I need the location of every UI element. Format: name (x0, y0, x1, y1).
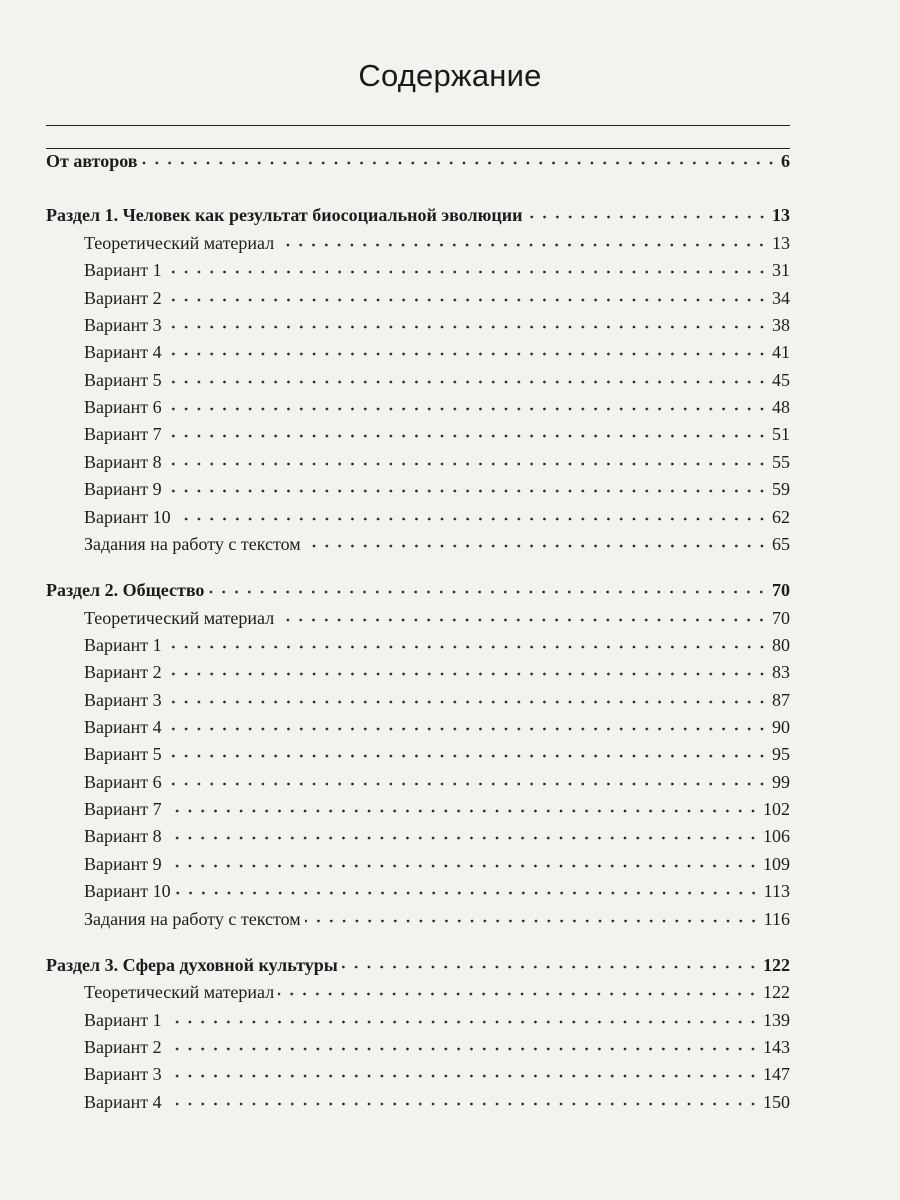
entry-page-number: 51 (772, 424, 790, 444)
entry-page-number: 122 (763, 955, 790, 975)
entry-title: Вариант 3 (84, 1064, 162, 1084)
dot-leader (166, 376, 768, 388)
dot-leader (166, 348, 768, 360)
entry-page-number: 55 (772, 452, 790, 472)
entry-page-number: 70 (772, 608, 790, 628)
entry-title: Вариант 10 (84, 507, 171, 527)
entry-page-number: 13 (772, 233, 790, 253)
entry-page-number: 38 (772, 315, 790, 335)
entry-page-number: 45 (772, 370, 790, 390)
dot-leader (142, 157, 777, 169)
top-divider (46, 125, 790, 126)
dot-leader (166, 1070, 759, 1082)
entry-page-number: 59 (772, 479, 790, 499)
toc-entry (46, 476, 790, 504)
entry-title: Вариант 1 (84, 1010, 162, 1030)
entry-page-number: 106 (763, 826, 790, 846)
dot-leader (166, 750, 768, 762)
entry-title: Раздел 2. Общество (46, 580, 205, 600)
entry-title: Вариант 6 (84, 397, 162, 417)
entry-page-number: 116 (763, 909, 790, 929)
entry-title: Вариант 8 (84, 826, 162, 846)
entry-title: Вариант 7 (84, 424, 162, 444)
entry-page-number: 147 (763, 1064, 790, 1084)
dot-leader (166, 668, 768, 680)
dot-leader (166, 321, 768, 333)
toc-entry (46, 285, 790, 313)
toc-entry (46, 1061, 790, 1089)
entry-page-number: 95 (772, 744, 790, 764)
entry-page-number: 109 (763, 854, 790, 874)
toc-entry (46, 312, 790, 340)
toc-entry (46, 367, 790, 395)
toc-entry (46, 906, 790, 934)
entry-title: Вариант 1 (84, 635, 162, 655)
dot-leader (166, 458, 768, 470)
dot-leader (166, 641, 768, 653)
dot-leader (166, 696, 768, 708)
toc-entry (46, 714, 790, 742)
toc-entry (46, 394, 790, 422)
entry-page-number: 87 (772, 690, 790, 710)
dot-leader (166, 778, 768, 790)
dot-leader (278, 988, 759, 1000)
dot-leader (208, 586, 768, 598)
entry-page-number: 113 (763, 881, 790, 901)
entry-page-number: 83 (772, 662, 790, 682)
toc-entry (46, 878, 790, 906)
entry-title: Раздел 3. Сфера духовной культуры (46, 955, 338, 975)
entry-page-number: 62 (772, 507, 790, 527)
toc-section-entry (46, 577, 790, 605)
entry-title: Вариант 8 (84, 452, 162, 472)
toc-section-entry (46, 202, 790, 230)
entry-page-number: 150 (763, 1092, 790, 1112)
entry-page-number: 48 (772, 397, 790, 417)
page-title: Содержание (358, 58, 542, 93)
entry-page-number: 99 (772, 772, 790, 792)
dot-leader (166, 805, 759, 817)
toc-entry (46, 339, 790, 367)
entry-title: Вариант 3 (84, 690, 162, 710)
toc-entry (46, 979, 790, 1007)
toc-entry (46, 851, 790, 879)
dot-leader (278, 614, 768, 626)
entry-title: Теоретический материал (84, 982, 275, 1002)
entry-page-number: 34 (772, 288, 790, 308)
toc-entry (46, 504, 790, 532)
dot-leader (166, 294, 768, 306)
toc-section-entry (46, 952, 790, 980)
entry-page-number: 139 (763, 1010, 790, 1030)
toc-entry (46, 632, 790, 660)
entry-title: Вариант 5 (84, 370, 162, 390)
dot-leader (527, 211, 769, 223)
entry-title: Вариант 1 (84, 260, 162, 280)
dot-leader (166, 430, 768, 442)
toc-entry (46, 531, 790, 559)
toc-entry (46, 257, 790, 285)
dot-leader (305, 540, 768, 552)
entry-page-number: 41 (772, 342, 790, 362)
entry-title: Вариант 2 (84, 1037, 162, 1057)
entry-title: Вариант 2 (84, 662, 162, 682)
entry-title: Раздел 1. Человек как результат биосоциальной эволюции (46, 205, 523, 225)
toc-entry (46, 1007, 790, 1035)
toc-entry (46, 449, 790, 477)
entry-title: Вариант 4 (84, 1092, 162, 1112)
toc-entry (46, 605, 790, 633)
dot-leader (166, 1016, 759, 1028)
dot-leader (166, 723, 768, 735)
toc-entry (46, 1089, 790, 1117)
entry-title: Вариант 6 (84, 772, 162, 792)
entry-page-number: 70 (772, 580, 790, 600)
toc-entry (46, 769, 790, 797)
entry-page-number: 122 (763, 982, 790, 1002)
entry-title: Вариант 4 (84, 342, 162, 362)
entry-page-number: 31 (772, 260, 790, 280)
dot-leader (175, 887, 760, 899)
dot-leader (342, 961, 759, 973)
dot-leader (305, 915, 760, 927)
toc-section-entry (46, 148, 790, 176)
entry-title: Вариант 7 (84, 799, 162, 819)
entry-page-number: 80 (772, 635, 790, 655)
dot-leader (278, 239, 768, 251)
entry-title: Теоретический материал (84, 608, 275, 628)
toc-entry (46, 741, 790, 769)
table-of-contents (46, 148, 790, 1128)
entry-title: Вариант 5 (84, 744, 162, 764)
toc-entry (46, 230, 790, 258)
entry-page-number: 102 (763, 799, 790, 819)
toc-entry (46, 796, 790, 824)
entry-title: Вариант 4 (84, 717, 162, 737)
dot-leader (166, 403, 768, 415)
entry-title: Вариант 3 (84, 315, 162, 335)
entry-title: Задания на работу с текстом (84, 534, 301, 554)
dot-leader (166, 485, 768, 497)
toc-entry (46, 687, 790, 715)
toc-entry (46, 659, 790, 687)
dot-leader (175, 513, 768, 525)
entry-title: Вариант 2 (84, 288, 162, 308)
entry-title: Вариант 9 (84, 854, 162, 874)
dot-leader (166, 860, 759, 872)
toc-entry (46, 421, 790, 449)
dot-leader (166, 1098, 759, 1110)
entry-page-number: 90 (772, 717, 790, 737)
entry-title: Вариант 9 (84, 479, 162, 499)
toc-entry (46, 1034, 790, 1062)
entry-title: Вариант 10 (84, 881, 171, 901)
entry-title: Задания на работу с текстом (84, 909, 301, 929)
entry-title: Теоретический материал (84, 233, 275, 253)
entry-page-number: 6 (781, 151, 790, 171)
entry-page-number: 65 (772, 534, 790, 554)
entry-page-number: 13 (772, 205, 790, 225)
entry-title: От авторов (46, 151, 138, 171)
dot-leader (166, 1043, 759, 1055)
dot-leader (166, 266, 768, 278)
entry-page-number: 143 (763, 1037, 790, 1057)
toc-entry (46, 823, 790, 851)
dot-leader (166, 832, 759, 844)
